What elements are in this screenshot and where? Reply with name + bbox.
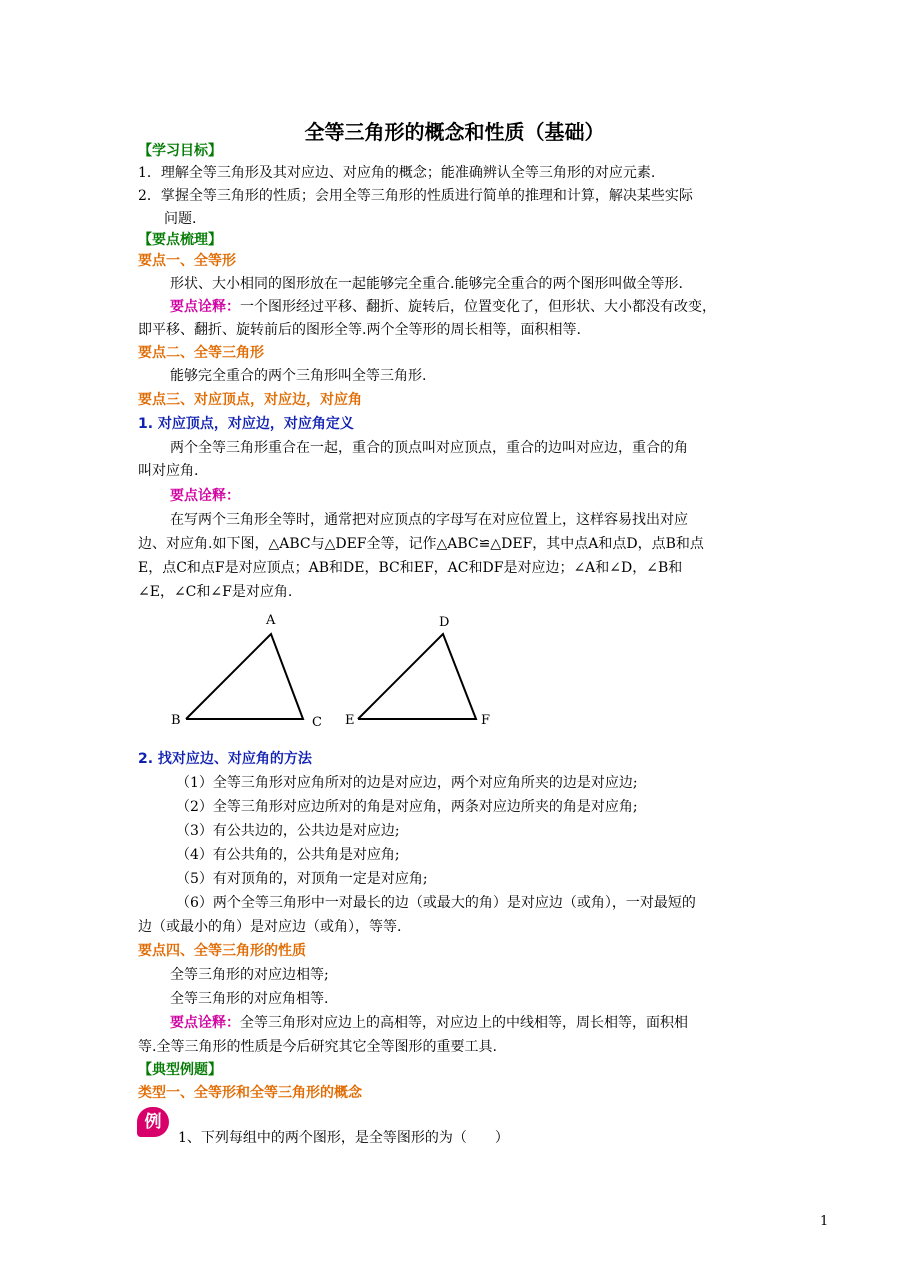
method-1: （1）全等三角形对应角所对的边是对应边，两个对应角所夹的边是对应边; bbox=[176, 775, 638, 791]
vertex-label-f: F bbox=[481, 713, 491, 728]
example-badge-label: 例 bbox=[144, 1112, 162, 1132]
triangle-abc bbox=[186, 634, 303, 719]
method-2: （2）全等三角形对应边所对的角是对应角，两条对应边所夹的角是对应角; bbox=[176, 799, 638, 815]
section-points: 【要点梳理】 bbox=[138, 232, 222, 248]
note-text: 一个图形经过平移、翻折、旋转后，位置变化了，但形状、大小都没有改变， bbox=[240, 299, 716, 315]
note-label: 要点诠释： bbox=[170, 299, 240, 315]
point-1-text: 形状、大小相同的图形放在一起能够完全重合.能够完全重合的两个图形叫做全等形. bbox=[170, 276, 683, 292]
note-text: 全等三角形对应边上的高相等，对应边上的中线相等，周长相等，面积相 bbox=[240, 1015, 688, 1031]
method-3: （3）有公共边的，公共边是对应边; bbox=[176, 823, 400, 839]
vertex-label-c: C bbox=[312, 715, 322, 730]
method-5: （5）有对顶角的，对顶角一定是对应角; bbox=[176, 871, 428, 887]
method-6-cont: 边（或最小的角）是对应边（或角），等等. bbox=[138, 919, 402, 935]
point-3-def-cont: 叫对应角. bbox=[138, 463, 199, 479]
congruent-triangles-figure bbox=[160, 608, 510, 738]
point-2-text: 能够完全重合的两个三角形叫全等三角形. bbox=[170, 368, 427, 384]
point-3-sub-1: 1. 对应顶点，对应边，对应角定义 bbox=[138, 416, 354, 432]
point-3-note-1: 在写两个三角形全等时，通常把对应顶点的字母写在对应位置上，这样容易找出对应 bbox=[170, 512, 688, 528]
section-goals: 【学习目标】 bbox=[138, 143, 222, 159]
vertex-label-e: E bbox=[345, 713, 355, 728]
method-4: （4）有公共角的，公共角是对应角; bbox=[176, 847, 400, 863]
point-1-heading: 要点一、全等形 bbox=[138, 253, 236, 269]
note-label: 要点诠释： bbox=[170, 1015, 240, 1031]
point-1-note-cont: 即平移、翻折、旋转前后的图形全等.两个全等形的周长相等，面积相等. bbox=[138, 322, 581, 338]
point-4-note-cont: 等.全等三角形的性质是今后研究其它全等图形的重要工具. bbox=[138, 1039, 497, 1055]
goal-2: 2．掌握全等三角形的性质；会用全等三角形的性质进行简单的推理和计算，解决某些实际 bbox=[138, 188, 693, 204]
page-title: 全等三角形的概念和性质（基础） bbox=[304, 120, 605, 144]
point-3-note-2: 边、对应角.如下图，△ABC与△DEF全等，记作△ABC≌△DEF，其中点A和点D，点B和点 bbox=[138, 536, 704, 552]
example-badge bbox=[137, 1107, 169, 1137]
vertex-label-a: A bbox=[266, 613, 276, 628]
type-1-heading: 类型一、全等形和全等三角形的概念 bbox=[138, 1085, 362, 1101]
vertex-label-b: B bbox=[171, 713, 181, 728]
point-3-def: 两个全等三角形重合在一起，重合的顶点叫对应顶点，重合的边叫对应边，重合的角 bbox=[170, 440, 688, 456]
point-4-note bbox=[170, 1012, 688, 1034]
point-4-heading: 要点四、全等三角形的性质 bbox=[138, 943, 306, 959]
page-number: 1 bbox=[820, 1214, 829, 1229]
vertex-label-d: D bbox=[439, 615, 450, 630]
point-3-heading: 要点三、对应顶点，对应边，对应角 bbox=[138, 392, 362, 408]
triangle-def bbox=[358, 634, 476, 719]
goal-2-cont: 问题. bbox=[164, 211, 197, 227]
point-3-note-label: 要点诠释： bbox=[170, 488, 240, 504]
point-4-text-1: 全等三角形的对应边相等; bbox=[170, 967, 329, 983]
method-6: （6）两个全等三角形中一对最长的边（或最大的角）是对应边（或角），一对最短的 bbox=[176, 895, 696, 911]
point-2-heading: 要点二、全等三角形 bbox=[138, 345, 264, 361]
example-question-1: 1、下列每组中的两个图形，是全等图形的为（ ） bbox=[178, 1130, 509, 1146]
point-3-note-4: ∠E，∠C和∠F是对应角. bbox=[138, 584, 293, 600]
point-1-note bbox=[170, 296, 716, 318]
point-3-note-3: E，点C和点F是对应顶点；AB和DE，BC和EF，AC和DF是对应边；∠A和∠D，∠B和 bbox=[138, 560, 683, 576]
section-examples: 【典型例题】 bbox=[138, 1062, 222, 1078]
point-3-sub-2: 2. 找对应边、对应角的方法 bbox=[138, 751, 312, 767]
point-4-text-2: 全等三角形的对应角相等. bbox=[170, 991, 329, 1007]
goal-1: 1．理解全等三角形及其对应边、对应角的概念；能准确辨认全等三角形的对应元素. bbox=[138, 165, 656, 181]
